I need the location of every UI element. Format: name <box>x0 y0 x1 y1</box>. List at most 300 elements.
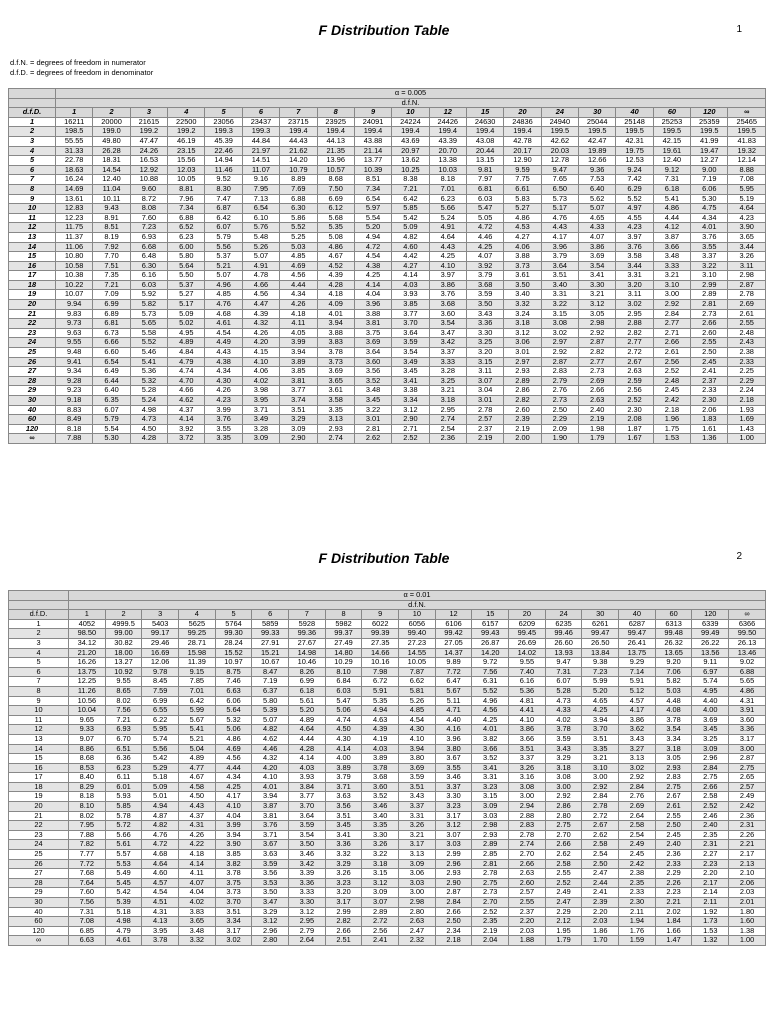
table-cell: 2.84 <box>692 763 729 773</box>
table-cell: 2.99 <box>691 280 728 290</box>
table-cell: 199.4 <box>466 127 503 137</box>
table-cell: 4.57 <box>619 696 656 706</box>
table-cell: 5.41 <box>130 357 167 367</box>
table-cell: 6.88 <box>168 213 205 223</box>
table-cell: 3.36 <box>289 878 326 888</box>
table-cell: 9.16 <box>242 175 279 185</box>
table-cell: 2.95 <box>616 309 653 319</box>
table-cell: 2.74 <box>509 840 546 850</box>
table-cell: 2.84 <box>653 309 690 319</box>
table-cell: 2.83 <box>509 821 546 831</box>
table-cell: 3.54 <box>289 830 326 840</box>
table-cell: 1.93 <box>728 405 766 415</box>
table-cell: 2.23 <box>655 888 692 898</box>
table-cell: 4.23 <box>205 396 242 406</box>
table-cell: 6.30 <box>130 261 167 271</box>
table-cell: 8.72 <box>130 194 167 204</box>
table-cell: 10.25 <box>392 165 429 175</box>
table-cell: 2.66 <box>435 907 472 917</box>
table-cell: 4.31 <box>142 907 179 917</box>
table-cell: 2.44 <box>582 878 619 888</box>
table-cell: 5.95 <box>728 184 766 194</box>
table-cell: 5.27 <box>168 290 205 300</box>
table-cell: 11.46 <box>205 165 242 175</box>
table-cell: 4.11 <box>179 869 216 879</box>
table-cell: 5.21 <box>179 734 216 744</box>
table-cell: 15.98 <box>179 648 216 658</box>
table-cell: 23.15 <box>168 146 205 156</box>
table-row <box>9 859 766 869</box>
table-cell: 3.29 <box>545 754 582 764</box>
table-cell: 5.18 <box>142 773 179 783</box>
table-cell: 27.67 <box>289 638 326 648</box>
table-cell: 2.87 <box>579 338 616 348</box>
row-header: 15 <box>9 252 56 262</box>
table-cell: 7.35 <box>93 271 130 281</box>
table-cell: 8.81 <box>168 184 205 194</box>
table-cell: 6.85 <box>69 926 106 936</box>
table-cell: 3.99 <box>280 338 317 348</box>
column-header: 40 <box>619 610 656 620</box>
table-cell: 3.73 <box>215 888 252 898</box>
table-row <box>9 638 766 648</box>
table-cell: 11.07 <box>242 165 279 175</box>
table-cell: 4.03 <box>392 280 429 290</box>
table-cell: 9.52 <box>205 175 242 185</box>
table-cell: 3.94 <box>215 830 252 840</box>
table-cell: 3.30 <box>435 792 472 802</box>
table-cell: 8.68 <box>69 754 106 764</box>
table-cell: 2.52 <box>616 396 653 406</box>
table-cell: 4.00 <box>692 706 729 716</box>
table-cell: 5.91 <box>619 677 656 687</box>
row-header: 26 <box>9 859 69 869</box>
table-cell: 3.50 <box>504 280 541 290</box>
table-cell: 3.94 <box>280 348 317 358</box>
table-cell: 3.64 <box>541 261 578 271</box>
table-cell: 6.16 <box>130 271 167 281</box>
table-cell: 2.35 <box>692 830 729 840</box>
row-header: 13 <box>9 232 56 242</box>
table-cell: 3.30 <box>289 898 326 908</box>
table-cell: 8.53 <box>69 763 106 773</box>
table-cell: 3.78 <box>655 715 692 725</box>
row-header: 120 <box>9 424 56 434</box>
table-row <box>9 117 766 127</box>
table-cell: 4.86 <box>504 213 541 223</box>
row-header: 60 <box>9 415 56 425</box>
table-cell: 21615 <box>130 117 167 127</box>
table-cell: 7.60 <box>69 888 106 898</box>
table-cell: 4.50 <box>325 725 362 735</box>
table-cell: 7.69 <box>280 184 317 194</box>
table-cell: 7.50 <box>317 184 354 194</box>
table-cell: 4.55 <box>616 213 653 223</box>
row-header: 6 <box>9 667 69 677</box>
table-cell: 5.42 <box>105 888 142 898</box>
table-cell: 18.00 <box>105 648 142 658</box>
table-cell: 2.58 <box>582 840 619 850</box>
table-cell: 3.86 <box>619 715 656 725</box>
table-cell: 99.36 <box>289 629 326 639</box>
column-header: 120 <box>692 610 729 620</box>
table-cell: 8.75 <box>215 667 252 677</box>
table-cell: 3.17 <box>399 840 436 850</box>
table-cell: 2.33 <box>728 357 766 367</box>
table-cell: 7.56 <box>472 667 509 677</box>
table-cell: 6.42 <box>205 213 242 223</box>
row-header: 12 <box>9 725 69 735</box>
table-cell: 7.31 <box>545 667 582 677</box>
table-cell: 3.86 <box>509 725 546 735</box>
table-cell: 2.66 <box>325 926 362 936</box>
table-cell: 3.76 <box>429 290 466 300</box>
table-cell: 6.00 <box>168 242 205 252</box>
table-row <box>9 763 766 773</box>
table-cell: 6.49 <box>93 367 130 377</box>
row-header: 15 <box>9 754 69 764</box>
table-cell: 3.72 <box>168 434 205 444</box>
table-cell: 3.31 <box>616 271 653 281</box>
table-cell: 4.89 <box>168 338 205 348</box>
table-cell: 5.24 <box>429 213 466 223</box>
table-cell: 7.56 <box>69 898 106 908</box>
table-cell: 6339 <box>692 619 729 629</box>
table-cell: 2.45 <box>691 357 728 367</box>
table-cell: 2.10 <box>729 869 766 879</box>
table-cell: 8.91 <box>93 213 130 223</box>
table-cell: 10.92 <box>105 667 142 677</box>
table-cell: 4.06 <box>242 367 279 377</box>
column-header: 9 <box>354 108 391 118</box>
table-cell: 2.54 <box>429 424 466 434</box>
table-cell: 4.11 <box>280 319 317 329</box>
table-cell: 3.96 <box>354 300 391 310</box>
table-cell: 3.80 <box>435 744 472 754</box>
table-cell: 2.82 <box>616 328 653 338</box>
table-cell: 6.81 <box>466 184 503 194</box>
table-cell: 2.36 <box>655 850 692 860</box>
table-cell: 5.29 <box>142 763 179 773</box>
table-cell: 2.58 <box>692 792 729 802</box>
table-cell: 2.77 <box>653 319 690 329</box>
table-cell: 3.94 <box>582 715 619 725</box>
column-header: 6 <box>242 108 279 118</box>
table-cell: 2.79 <box>289 926 326 936</box>
table-cell: 3.43 <box>399 792 436 802</box>
table-cell: 12.66 <box>579 156 616 166</box>
table-cell: 3.17 <box>325 898 362 908</box>
table-cell: 4.91 <box>242 261 279 271</box>
table-cell: 4.33 <box>545 706 582 716</box>
table-cell: 2.02 <box>655 907 692 917</box>
table-cell: 3.39 <box>289 869 326 879</box>
table-cell: 3.26 <box>325 869 362 879</box>
table-cell: 5.06 <box>215 725 252 735</box>
table-row <box>9 869 766 879</box>
table-cell: 6.60 <box>93 348 130 358</box>
table-cell: 2.50 <box>435 917 472 927</box>
table-cell: 14.20 <box>280 156 317 166</box>
table-cell: 198.5 <box>56 127 93 137</box>
table-cell: 4.47 <box>242 300 279 310</box>
table-cell: 3.36 <box>466 319 503 329</box>
table-cell: 10.58 <box>56 261 93 271</box>
table-cell: 3.26 <box>509 763 546 773</box>
row-header: 30 <box>9 898 69 908</box>
table-cell: 7.01 <box>429 184 466 194</box>
table-cell: 2.66 <box>579 386 616 396</box>
table-cell: 10.57 <box>317 165 354 175</box>
column-header: 8 <box>317 108 354 118</box>
column-header: 2 <box>93 108 130 118</box>
column-header: 120 <box>691 108 728 118</box>
f-table-alpha-0005 <box>8 88 766 444</box>
table-cell: 3.78 <box>142 936 179 946</box>
table-cell: 3.34 <box>655 734 692 744</box>
table-cell: 2.29 <box>655 869 692 879</box>
table-cell: 8.89 <box>280 175 317 185</box>
table-cell: 24091 <box>354 117 391 127</box>
table-cell: 5.80 <box>252 696 289 706</box>
table-cell: 3.56 <box>252 869 289 879</box>
table-cell: 8.65 <box>105 686 142 696</box>
table-cell: 3.41 <box>472 763 509 773</box>
table-row <box>9 165 766 175</box>
table-cell: 5.24 <box>130 396 167 406</box>
table-cell: 2.35 <box>472 917 509 927</box>
table-cell: 42.31 <box>616 136 653 146</box>
table-cell: 4.54 <box>142 888 179 898</box>
table-cell: 2.41 <box>582 888 619 898</box>
table-cell: 5.85 <box>105 802 142 812</box>
table-cell: 2.58 <box>619 821 656 831</box>
table-cell: 9.36 <box>579 165 616 175</box>
table-cell: 4.67 <box>317 252 354 262</box>
table-cell: 4.72 <box>142 840 179 850</box>
table-cell: 5.99 <box>582 677 619 687</box>
table-cell: 8.38 <box>392 175 429 185</box>
table-cell: 1.53 <box>692 926 729 936</box>
table-cell: 2.67 <box>616 357 653 367</box>
table-cell: 16.26 <box>69 658 106 668</box>
table-cell: 3.36 <box>325 840 362 850</box>
table-cell: 1.59 <box>619 936 656 946</box>
table-cell: 4.75 <box>691 204 728 214</box>
table-cell: 9.83 <box>56 309 93 319</box>
table-cell: 4.40 <box>692 696 729 706</box>
table-cell: 2.20 <box>582 907 619 917</box>
table-cell: 5.32 <box>130 376 167 386</box>
table-cell: 2.23 <box>692 859 729 869</box>
table-cell: 5.66 <box>105 830 142 840</box>
row-header: 3 <box>9 136 56 146</box>
table-cell: 3.18 <box>655 744 692 754</box>
row-header: 9 <box>9 696 69 706</box>
table-cell: 4.02 <box>545 715 582 725</box>
table-cell: 3.09 <box>280 424 317 434</box>
table-cell: 5.07 <box>205 271 242 281</box>
table-cell: 7.19 <box>691 175 728 185</box>
table-cell: 1.95 <box>545 926 582 936</box>
table-cell: 6.93 <box>130 232 167 242</box>
table-cell: 2.09 <box>541 424 578 434</box>
column-header: 60 <box>655 610 692 620</box>
table-cell: 3.08 <box>509 782 546 792</box>
table-cell: 3.54 <box>392 348 429 358</box>
table-cell: 2.55 <box>655 811 692 821</box>
table-cell: 3.12 <box>435 821 472 831</box>
table-cell: 18.63 <box>56 165 93 175</box>
table-cell: 26.28 <box>93 146 130 156</box>
table-cell: 14.66 <box>362 648 399 658</box>
table-cell: 9.11 <box>692 658 729 668</box>
table-cell: 6.62 <box>399 677 436 687</box>
table-cell: 3.86 <box>579 242 616 252</box>
table-cell: 2.98 <box>472 821 509 831</box>
table-cell: 2.03 <box>509 926 546 936</box>
column-header: 15 <box>472 610 509 620</box>
alpha-label: α = 0.005 <box>56 89 766 99</box>
table-cell: 99.47 <box>619 629 656 639</box>
table-cell: 3.11 <box>466 367 503 377</box>
table-cell: 3.81 <box>252 811 289 821</box>
table-cell: 2.56 <box>616 386 653 396</box>
table-cell: 4.14 <box>392 271 429 281</box>
table-cell: 2.11 <box>692 898 729 908</box>
table-cell: 3.94 <box>399 744 436 754</box>
table-cell: 4.02 <box>242 376 279 386</box>
table-cell: 4.87 <box>142 811 179 821</box>
table-cell: 2.32 <box>399 936 436 946</box>
table-cell: 5764 <box>215 619 252 629</box>
table-cell: 5.95 <box>142 725 179 735</box>
table-cell: 10.80 <box>56 252 93 262</box>
table-cell: 13.46 <box>729 648 766 658</box>
table-cell: 7.72 <box>69 859 106 869</box>
table-cell: 3.18 <box>545 763 582 773</box>
table-cell: 4999.5 <box>105 619 142 629</box>
table-cell: 3.75 <box>354 328 391 338</box>
table-cell: 10.03 <box>429 165 466 175</box>
table-cell: 3.00 <box>729 744 766 754</box>
table-cell: 4.46 <box>252 744 289 754</box>
table-cell: 24630 <box>466 117 503 127</box>
corner-cell <box>9 89 56 99</box>
table-cell: 8.18 <box>69 792 106 802</box>
table-cell: 4.23 <box>728 213 766 223</box>
table-cell: 4.06 <box>504 242 541 252</box>
table-cell: 3.51 <box>582 734 619 744</box>
table-cell: 13.93 <box>545 648 582 658</box>
table-cell: 7.47 <box>205 194 242 204</box>
f-table-alpha-001 <box>8 590 766 946</box>
table-cell: 5.67 <box>179 715 216 725</box>
table-cell: 3.93 <box>289 773 326 783</box>
table-cell: 4.65 <box>579 213 616 223</box>
table-cell: 3.61 <box>504 271 541 281</box>
table-cell: 9.43 <box>93 204 130 214</box>
table-cell: 2.99 <box>435 850 472 860</box>
table-cell: 99.42 <box>435 629 472 639</box>
table-cell: 4.25 <box>466 242 503 252</box>
table-cell: 99.30 <box>215 629 252 639</box>
table-cell: 5.42 <box>392 213 429 223</box>
table-cell: 12.14 <box>728 156 766 166</box>
table-cell: 199.4 <box>354 127 391 137</box>
table-cell: 2.40 <box>692 821 729 831</box>
table-cell: 2.03 <box>729 888 766 898</box>
table-row <box>9 242 766 252</box>
table-cell: 2.50 <box>582 859 619 869</box>
table-cell: 6.51 <box>105 744 142 754</box>
table-cell: 3.36 <box>729 725 766 735</box>
table-cell: 5.37 <box>205 252 242 262</box>
table-cell: 4.77 <box>179 763 216 773</box>
table-cell: 2.78 <box>509 830 546 840</box>
table-cell: 2.06 <box>691 405 728 415</box>
table-cell: 7.08 <box>728 175 766 185</box>
table-cell: 2.47 <box>545 898 582 908</box>
table-cell: 23437 <box>242 117 279 127</box>
table-cell: 4.19 <box>362 734 399 744</box>
table-cell: 2.57 <box>729 782 766 792</box>
table-cell: 3.97 <box>616 232 653 242</box>
table-cell: 3.00 <box>653 290 690 300</box>
table-cell: 3.77 <box>392 309 429 319</box>
table-cell: 1.67 <box>616 434 653 444</box>
table-cell: 3.54 <box>579 261 616 271</box>
table-cell: 4.98 <box>130 405 167 415</box>
table-cell: 3.95 <box>142 926 179 936</box>
table-cell: 3.31 <box>541 290 578 300</box>
table-cell: 3.50 <box>466 300 503 310</box>
table-cell: 2.92 <box>582 782 619 792</box>
table-cell: 11.04 <box>93 184 130 194</box>
table-cell: 5.12 <box>619 686 656 696</box>
table-row <box>9 773 766 783</box>
table-cell: 3.59 <box>545 734 582 744</box>
table-cell: 4.07 <box>579 232 616 242</box>
table-cell: 16211 <box>56 117 93 127</box>
table-cell: 19.47 <box>691 146 728 156</box>
table-cell: 3.21 <box>429 386 466 396</box>
table-cell: 14.51 <box>242 156 279 166</box>
table-cell: 13.84 <box>582 648 619 658</box>
table-cell: 3.65 <box>317 376 354 386</box>
table-cell: 99.48 <box>655 629 692 639</box>
table-cell: 3.71 <box>242 405 279 415</box>
table-cell: 3.40 <box>541 280 578 290</box>
table-cell: 9.38 <box>582 658 619 668</box>
table-cell: 13.96 <box>317 156 354 166</box>
table-cell: 2.54 <box>619 830 656 840</box>
table-cell: 7.72 <box>435 667 472 677</box>
table-cell: 3.52 <box>354 376 391 386</box>
table-cell: 7.21 <box>105 715 142 725</box>
table-cell: 4.28 <box>289 744 326 754</box>
table-cell: 47.47 <box>130 136 167 146</box>
table-cell: 3.63 <box>325 792 362 802</box>
table-cell: 99.00 <box>105 629 142 639</box>
table-cell: 3.18 <box>362 859 399 869</box>
table-cell: 4.17 <box>541 232 578 242</box>
table-row <box>9 367 766 377</box>
table-row <box>9 357 766 367</box>
table-cell: 9.29 <box>619 658 656 668</box>
table-cell: 2.93 <box>504 367 541 377</box>
table-cell: 49.80 <box>93 136 130 146</box>
